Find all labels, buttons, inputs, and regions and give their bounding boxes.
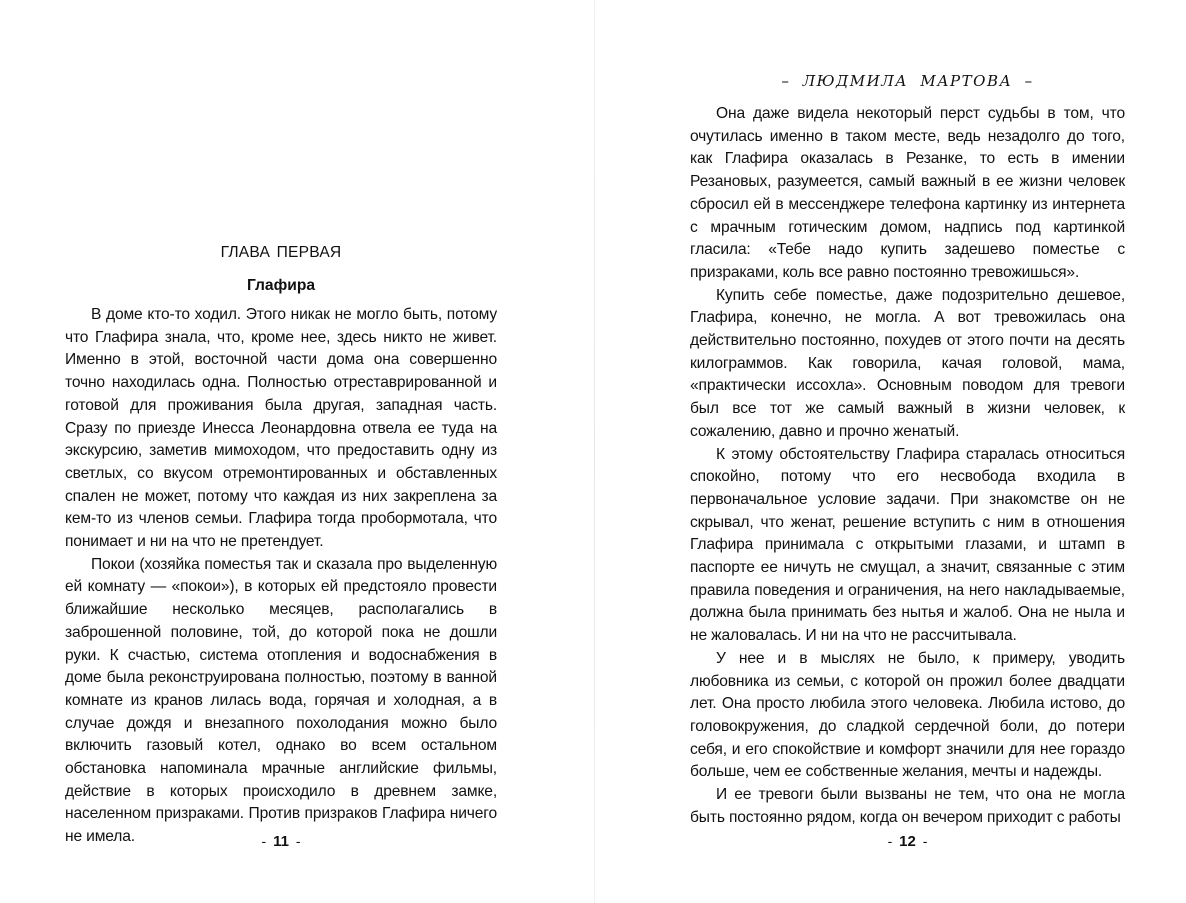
- folio-prefix: -: [887, 833, 893, 849]
- folio-number: 12: [899, 833, 916, 850]
- right-page: [595, 0, 1186, 903]
- left-page-body: [65, 304, 497, 849]
- chapter-subtitle: Глафира: [246, 277, 316, 294]
- paragraph: К этому обстоятельству Глафира старалась относиться спокойно, потому что его несвобода входила в первоначальное условие задачи. При знакомстве он не скрывал, что женат, решение вступить с ним в отношения Глафира принимала с открытыми глазами, и штамп в паспорте ее ничуть не смущал, а значит, связанные с этим правила поведения и ограничения, на него накладываемые, должна была принимать без нытья и жалоб. Она не ныла и не жаловалась. И ни на что не рассчитывала.: [690, 445, 1125, 645]
- folio-number: 11: [273, 833, 289, 850]
- paragraph: И ее тревоги были вызваны не тем, что она не могла быть постоянно рядом, когда он вечером приходит с работы: [690, 786, 1125, 826]
- folio-suffix: -: [295, 833, 301, 849]
- folio-prefix: -: [261, 833, 267, 849]
- folio-suffix: -: [922, 833, 928, 849]
- paragraph: В доме кто-то ходил. Этого никак не могло быть, потому что Глафира знала, что, кроме нее, здесь никто не живет. Именно в этой, восточной части дома она совершенно точно находилась одна. Полностью отреставрированной и готовой для проживания была другая, западная часть. Сразу по приезде Инесса Леонардовна отвела ее туда на экскурсию, заметив мимоходом, что предоставить одну из светлых, со вкусом отремонтированных и обставленных спален не может, потому что каждая из них закреплена за кем-то из членов семьи. Глафира тогда пробормотала, что понимает и ни на что не претендует.: [65, 306, 497, 551]
- chapter-title: ГЛАВА ПЕРВАЯ: [220, 244, 342, 261]
- paragraph: У нее и в мыслях не было, к примеру, уводить любовника из семьи, с которой он прожил более двадцати лет. Она просто любила этого человека. Любила истово, до головокружения, до сладкой сердечной боли, до потери себя, и его спокойствие и комфорт значили для нее гораздо больше, чем ее собственные желания, мечты и надежды.: [690, 649, 1125, 781]
- right-page-body: [690, 103, 1125, 830]
- paragraph: Купить себе поместье, даже подозрительно дешевое, Глафира, конечно, не могла. А вот тревожилась она действительно постоянно, похудев от этого почти на десять килограммов. Как говорила, качая головой, мама, «практически иссохла». Основным поводом для тревоги был все тот же самый важный в жизни человек, к сожалению, давно и прочно женатый.: [690, 286, 1125, 440]
- page-number: [65, 833, 497, 850]
- running-head: – ЛЮДМИЛА МАРТОВА –: [781, 72, 1034, 90]
- paragraph: Она даже видела некоторый перст судьбы в том, что очутилась именно в таком месте, ведь незадолго до того, как Глафира оказалась в Резанке, то есть в имении Резановых, разумеется, самый важный в ее жизни человек сбросил ей в мессенджере телефона картинку из интернета с мрачным готическим домом, надпись под картинкой гласила: «Тебе надо купить задешево поместье с призраками, коль все равно постоянно тревожишься».: [690, 105, 1125, 281]
- page-number: [690, 833, 1125, 850]
- paragraph: Покои (хозяйка поместья так и сказала про выделенную ей комнату — «покои»), в которых ей предстояло провести ближайшие несколько месяцев, располагались в заброшенной половине, той, до которой пока не дошли руки. К счастью, система отопления и водоснабжения в доме была реконструирована полностью, поэтому в ванной комнате из кранов лилась вода, горячая и холодная, а в случае дождя и внезапного похолодания можно было включить газовый котел, однако во всем остальном обстановка напоминала мрачные английские фильмы, действие в которых происходило в древнем замке, населенном призраками. Против призраков Глафира ничего не имела.: [65, 555, 497, 846]
